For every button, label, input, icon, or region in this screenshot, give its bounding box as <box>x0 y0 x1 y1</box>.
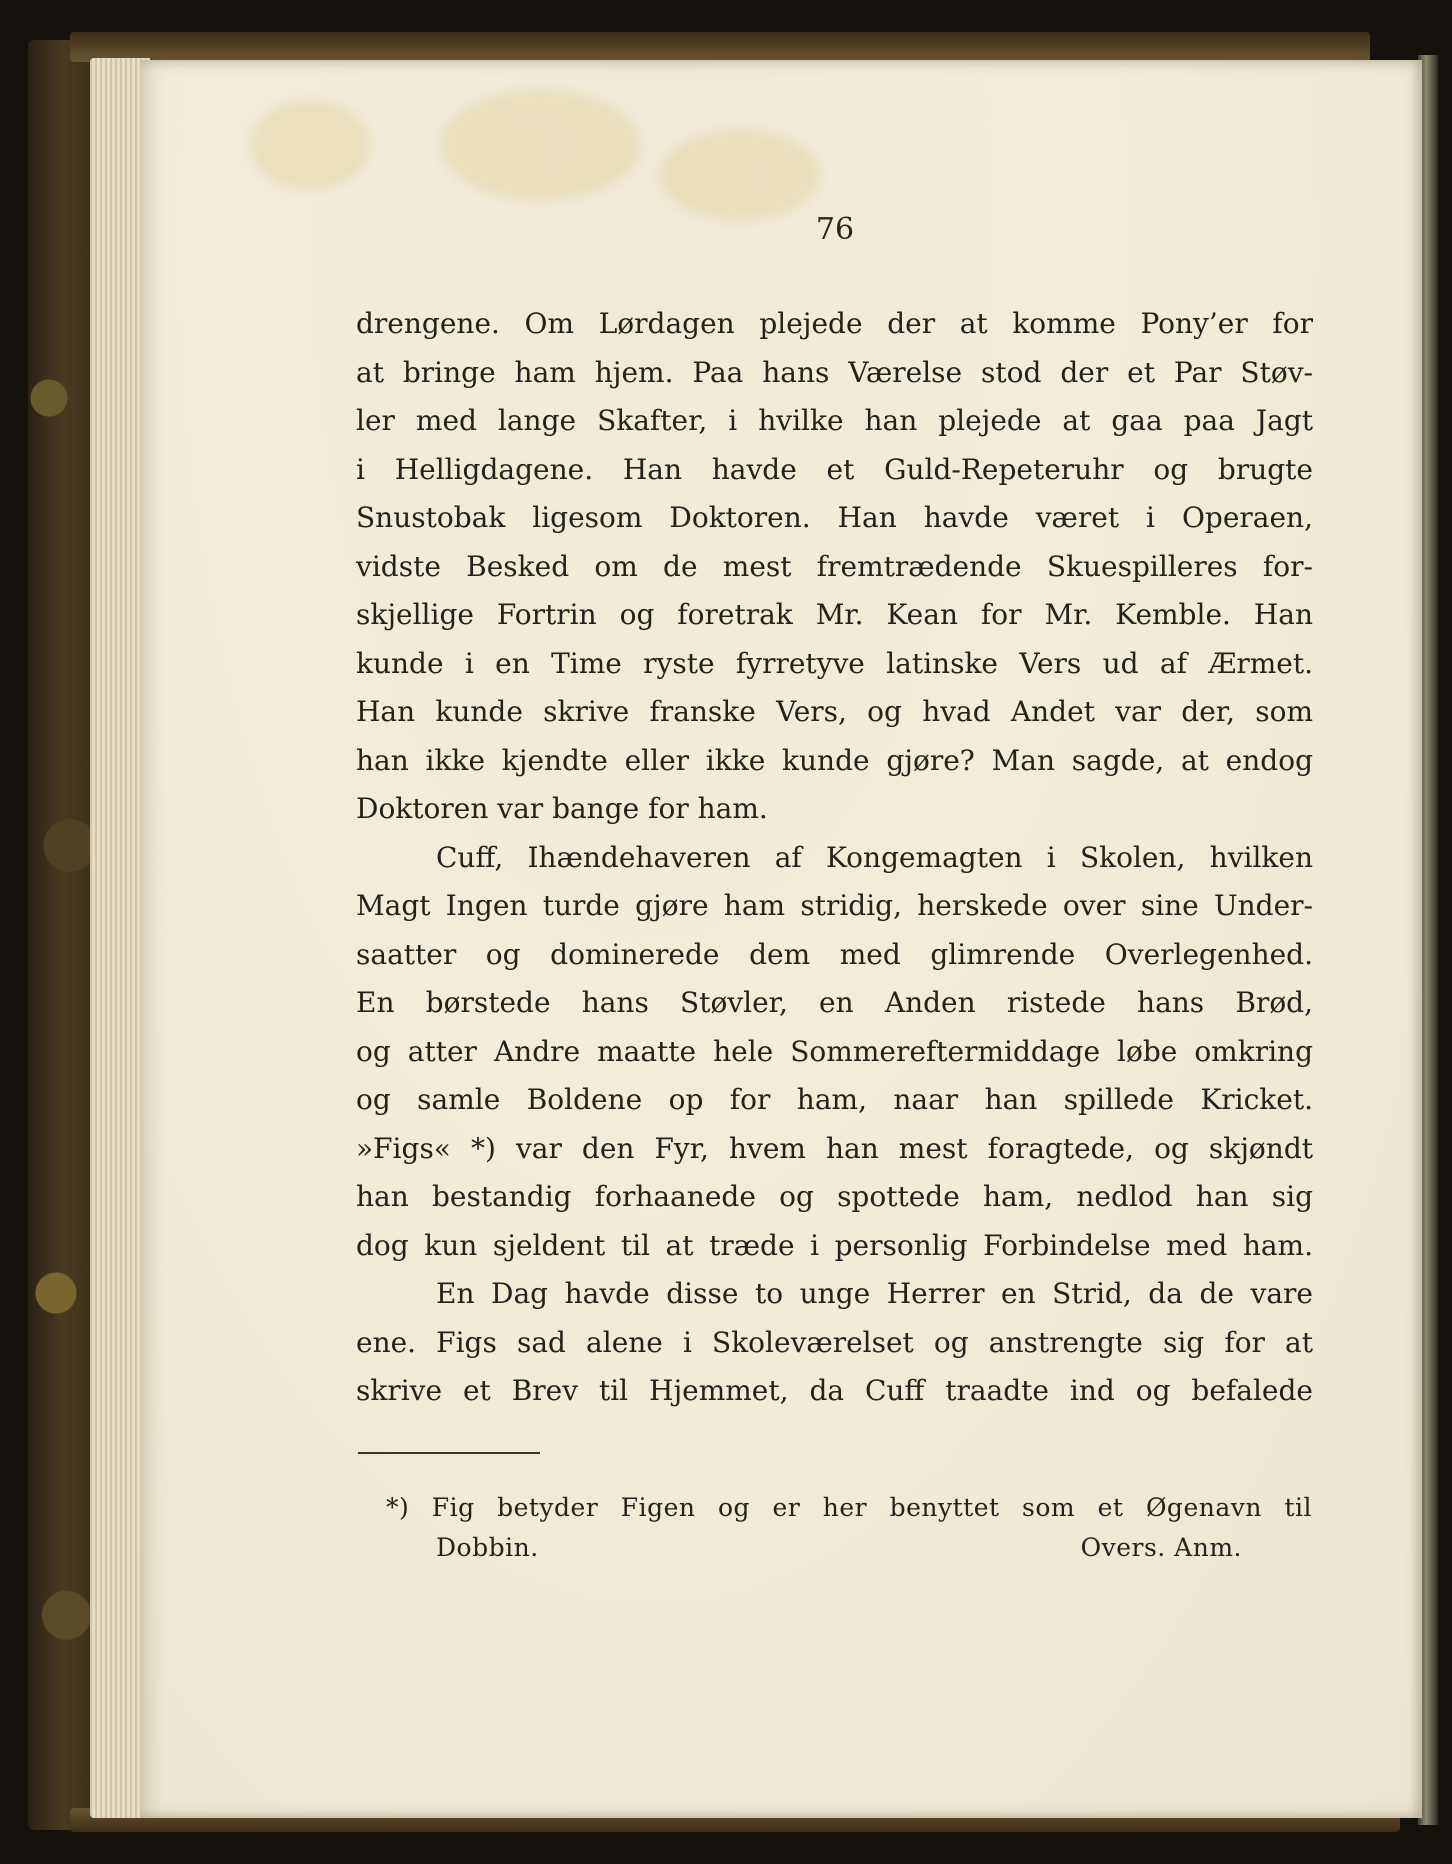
text-line: i Helligdagene. Han havde et Guld-Repeteruhr og brugte <box>356 452 1313 486</box>
text-line: han ikke kjendte eller ikke kunde gjøre? Man sagde, at endog <box>356 743 1313 777</box>
text-line: kunde i en Time ryste fyrretyve latinske Vers ud af Ærmet. <box>356 646 1313 680</box>
text-line: han bestandig forhaanede og spottede ham, nedlod han sig <box>356 1180 1313 1213</box>
text-line: vidste Besked om de mest fremtrædende Skuespilleres for- <box>356 549 1313 583</box>
text-line: »Figs« *) var den Fyr, hvem han mest foragtede, og skjøndt <box>356 1131 1313 1165</box>
text-line: og samle Boldene op for ham, naar han spillede Kricket. <box>356 1083 1313 1116</box>
text-line: saatter og dominerede dem med glimrende Overlegenhed. <box>356 937 1313 971</box>
text-line: Cuff, Ihændehaveren af Kongemagten i Skolen, hvilken <box>436 840 1313 874</box>
page-stain <box>440 90 640 200</box>
text-line: dog kun sjeldent til at træde i personlig Forbindelse med ham. <box>356 1228 1313 1262</box>
text-line: Magt Ingen turde gjøre ham stridig, herskede over sine Under- <box>356 889 1313 922</box>
marbled-cover-edge <box>28 40 98 1830</box>
text-line: drengene. Om Lørdagen plejede der at komme Pony’er for <box>356 307 1313 340</box>
page-stain <box>250 100 370 190</box>
text-line: og atter Andre maatte hele Sommereftermiddage løbe omkring <box>356 1034 1313 1068</box>
text-line: Snustobak ligesom Doktoren. Han havde været i Operaen, <box>356 501 1313 534</box>
text-line: skrive et Brev til Hjemmet, da Cuff traadte ind og befalede <box>356 1374 1313 1407</box>
text-line: En Dag havde disse to unge Herrer en Strid, da de vare <box>436 1277 1313 1310</box>
text-line: En børstede hans Støvler, en Anden ristede hans Brød, <box>356 986 1313 1019</box>
footnote <box>386 1488 1312 1568</box>
footnote-continuation: Dobbin. <box>436 1533 539 1562</box>
text-line: ler med lange Skafter, i hvilke han plejede at gaa paa Jagt <box>356 404 1313 437</box>
text-line: skjellige Fortrin og foretrak Mr. Kean for Mr. Kemble. Han <box>356 598 1313 631</box>
footnote-rule <box>358 1452 540 1454</box>
translator-note: Overs. Anm. <box>1080 1533 1242 1562</box>
footnote-line <box>386 1528 1312 1568</box>
text-line: at bringe ham hjem. Paa hans Værelse stod der et Par Støv- <box>356 355 1313 389</box>
page-stain <box>660 130 820 220</box>
text-line: Doktoren var bange for ham. <box>356 792 768 825</box>
cover-top-edge <box>70 32 1370 62</box>
page-number: 76 <box>815 212 855 247</box>
body-text <box>356 300 1313 1416</box>
footnote-line: *) Fig betyder Figen og er her benyttet som et Øgenavn til <box>386 1493 1312 1522</box>
text-line: ene. Figs sad alene i Skoleværelset og anstrengte sig for at <box>356 1325 1313 1359</box>
text-line: Han kunde skrive franske Vers, og hvad Andet var der, som <box>356 695 1313 728</box>
